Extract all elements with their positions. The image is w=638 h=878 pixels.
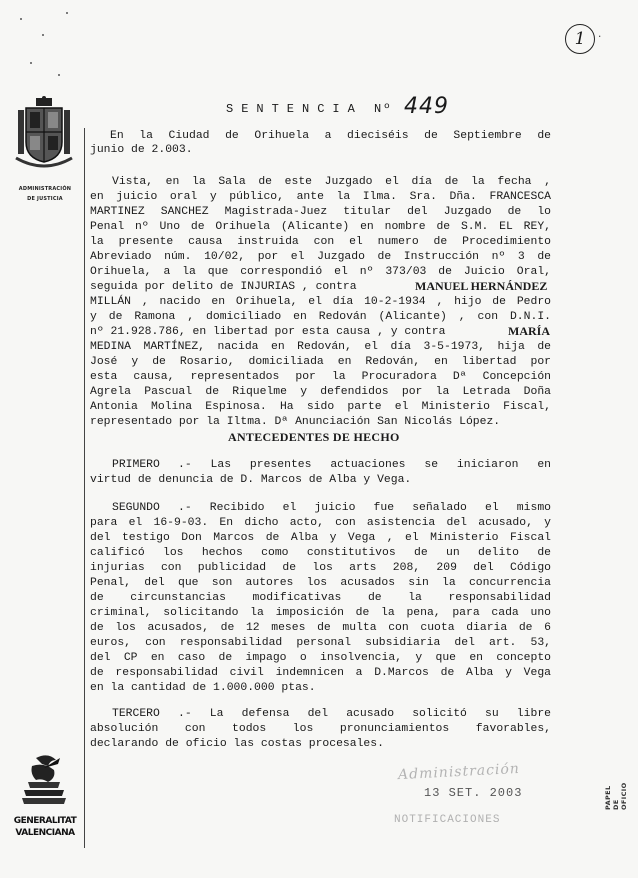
body-line: en la cantidad de 1.000.000 ptas. xyxy=(90,682,316,694)
speck xyxy=(30,62,32,64)
body-line: representado por la Iltma. Dª Anunciación San Nicolás López. xyxy=(90,416,501,428)
paper-side-label: PAPEL DE OFICIO xyxy=(604,782,628,810)
body-line: nº 21.928.786, en libertad por esta causa , y contra xyxy=(90,326,446,338)
margin-rule xyxy=(84,128,85,848)
body-line: para el 16-9-03. En dicho acto, con asistencia del acusado, y xyxy=(90,517,551,529)
body-line: Antonia Molina Espinosa. Ha sido parte el Ministerio Fiscal, xyxy=(90,401,551,413)
speck xyxy=(66,12,68,14)
body-line: .- Recibido el juicio fue señalado el mismo xyxy=(178,502,551,514)
body-line: criminal, solicitando la imposición de la pena, para cada uno xyxy=(90,607,551,619)
body-line: Abreviado núm. 10/02, por el Juzgado de Instrucción nº 3 de xyxy=(90,251,551,263)
title-no-label: Nº xyxy=(374,102,393,116)
body-line: calificó los hechos como constitutivos de un delito de xyxy=(90,547,551,559)
body-line: Vista, en la Sala de este Juzgado el día de la fecha , xyxy=(112,176,551,188)
intro-line: En la Ciudad de Orihuela a dieciséis de Septiembre de xyxy=(110,130,551,142)
logo-text-1: GENERALITAT xyxy=(13,816,77,826)
generalitat-logo-icon xyxy=(14,752,74,812)
body-line: esta causa, representados por la Procuradora Dª Concepción xyxy=(90,371,551,383)
speck xyxy=(42,34,44,36)
body-line: MILLÁN , nacido en Orihuela, el día 10-2-1934 , hijo de Pedro xyxy=(90,296,551,308)
body-line: Penal, del que son autores los acusados sin la concurrencia xyxy=(90,577,551,589)
body-line: la presente causa instruida con el numero de Procedimiento xyxy=(90,236,551,248)
body-line: de circunstancias modificativas de la responsabilidad xyxy=(90,592,551,604)
body-line: MARTINEZ SANCHEZ Magistrada-Juez titular del Juzgado de lo xyxy=(90,206,551,218)
section-heading: ANTECEDENTES DE HECHO xyxy=(228,430,400,444)
defendant-name-1: MANUEL HERNÁNDEZ xyxy=(415,279,548,293)
body-line: de los acusados, de 12 meses de multa con cuota diaria de 6 xyxy=(90,622,551,634)
body-line: .- La defensa del acusado solicitó su libre xyxy=(178,708,551,720)
speck xyxy=(20,18,22,20)
segundo-label: SEGUNDO xyxy=(112,502,160,514)
logo-text-2: VALENCIANA xyxy=(15,828,75,838)
body-line: MEDINA MARTÍNEZ, nacida en Redován, el día 3-5-1973, hija de xyxy=(90,341,551,353)
coat-of-arms-caption-2: DE JUSTICIA xyxy=(27,196,63,202)
title-word: SENTENCIA xyxy=(226,102,363,116)
body-line: virtud de denuncia de D. Marcos de Alba y Vega. xyxy=(90,474,412,486)
stamp-top-line: Administración xyxy=(397,760,521,784)
page-number: 1 xyxy=(565,24,595,54)
coat-of-arms-caption-1: ADMINISTRACIÓN xyxy=(18,186,72,192)
body-line: de responsabilidad civil indemnicen a D.Marcos de Alba y Vega xyxy=(90,667,551,679)
body-line: del testigo Don Marcos de Alba y Vega , el Ministerio Fiscal xyxy=(90,532,551,544)
speck xyxy=(58,74,60,76)
body-line: declarando de oficio las costas procesales. xyxy=(90,738,384,750)
body-line: José y de Rosario, domiciliada en Redován, en libertad por xyxy=(90,356,551,368)
body-line: Agrela Pascual de Riquelme y defendidos por la Letrada Doña xyxy=(90,386,551,398)
coat-of-arms-icon xyxy=(14,96,74,176)
body-line: Orihuela, a la que correspondió el nº 373/03 de Juicio Oral, xyxy=(90,266,551,278)
stamp-bottom-line: NOTIFICACIONES xyxy=(394,814,501,826)
body-line: del CP en caso de impago o insolvencia, y que en concepto xyxy=(90,652,551,664)
body-line: seguida por delito de INJURIAS , contra xyxy=(90,281,357,293)
body-line: Penal nº Uno de Orihuela (Alicante) en nombre de S.M. EL REY, xyxy=(90,221,551,233)
body-line: euros, con responsabilidad personal subsidiaria del art. 53, xyxy=(90,637,551,649)
stamp-date: 13 SET. 2003 xyxy=(424,786,523,800)
tercero-label: TERCERO xyxy=(112,708,160,720)
defendant-name-2: MARÍA xyxy=(508,324,550,338)
body-line: y de Ramona , domiciliado en Redován (Alicante) , con D.N.I. xyxy=(90,311,551,323)
body-line: .- Las presentes actuaciones se iniciaron en xyxy=(178,459,551,471)
intro-line: junio de 2.003. xyxy=(90,144,193,156)
body-line: injurias con publicidad de los arts 208, 209 del Código xyxy=(90,562,551,574)
body-line: en juicio oral y público, ante la Ilma. Sra. Dña. FRANCESCA xyxy=(90,191,551,203)
sentence-number: 449 xyxy=(404,94,449,119)
body-line: absolución con todos los pronunciamientos favorables, xyxy=(90,723,551,735)
primero-label: PRIMERO xyxy=(112,459,160,471)
tick-mark: · xyxy=(597,32,603,42)
